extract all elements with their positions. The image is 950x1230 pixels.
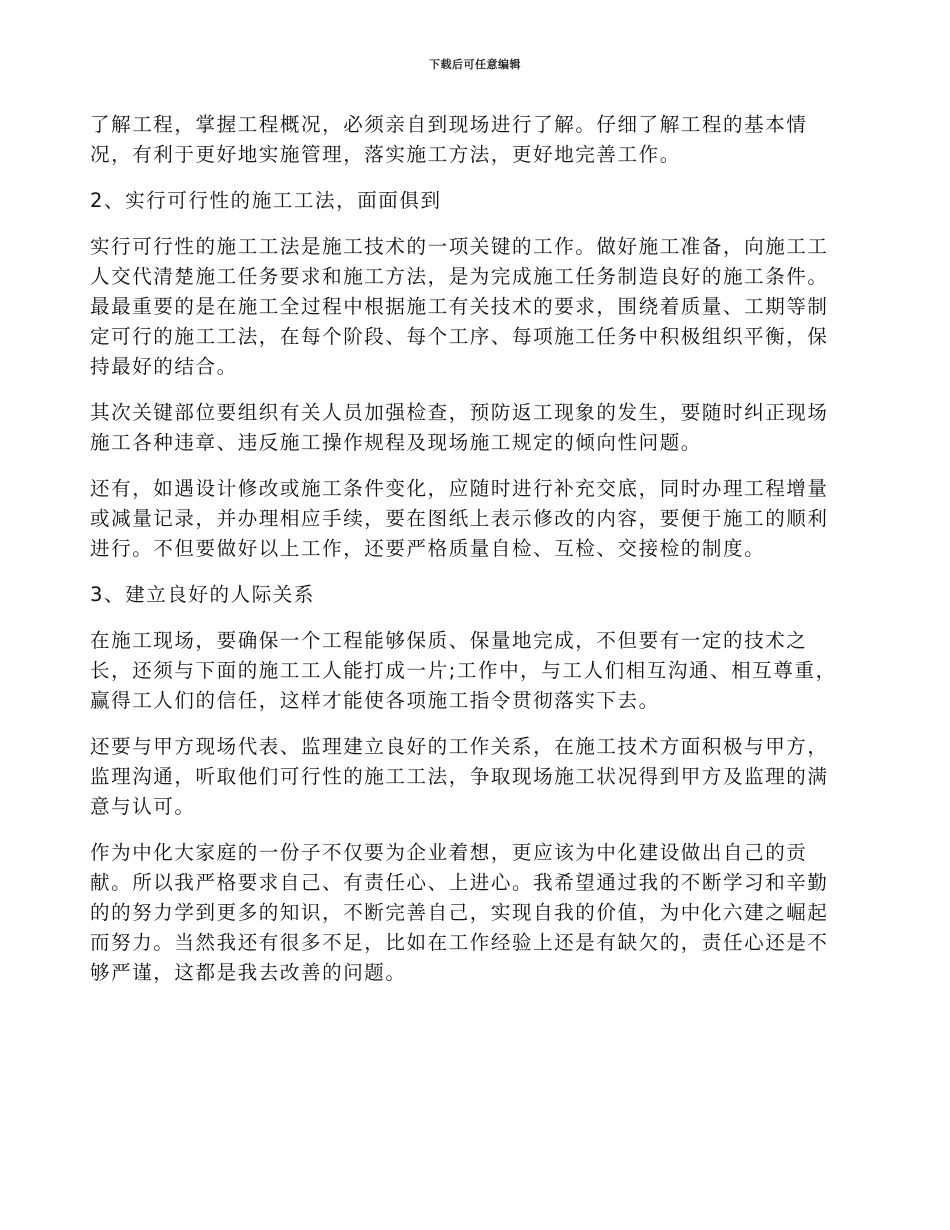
document-body: [90, 110, 870, 1004]
text-line: 持最好的结合。: [90, 355, 238, 378]
text-line: 人交代清楚施工任务要求和施工方法，是为完成施工任务制造良好的施工条件。: [90, 265, 829, 288]
paragraph: [90, 232, 870, 382]
text-line: 赢得工人们的信任，这样才能使各项施工指令贯彻落实下去。: [90, 689, 660, 712]
text-line: 况，有利于更好地实施管理，落实施工方法，更好地完善工作。: [90, 143, 681, 166]
text-line: 而努力。当然我还有很多不足，比如在工作经验上还是有缺欠的，责任心还是不: [90, 931, 829, 954]
paragraph: [90, 110, 870, 170]
text-line: 还要与甲方现场代表、监理建立良好的工作关系，在施工技术方面积极与甲方，: [90, 735, 829, 758]
text-line: 长，还须与下面的施工工人能打成一片;工作中，与工人们相互沟通、相互尊重，: [90, 659, 837, 682]
text-line: 实行可行性的施工工法是施工技术的一项关键的工作。做好施工准备，向施工工: [90, 235, 829, 258]
text-line: 在施工现场，要确保一个工程能够保质、保量地完成，不但要有一定的技术之: [90, 629, 808, 652]
text-line: 监理沟通，听取他们可行性的施工工法，争取现场施工状况得到甲方及监理的满: [90, 765, 829, 788]
text-line: 施工各种违章、违反施工操作规程及现场施工规定的倾向性问题。: [90, 431, 702, 454]
section-heading: [90, 186, 870, 216]
paragraph: [90, 626, 870, 716]
text-line: 献。所以我严格要求自己、有责任心、上进心。我希望通过我的不断学习和辛勤: [90, 871, 829, 894]
text-line: 还有，如遇设计修改或施工条件变化，应随时进行补充交底，同时办理工程增量: [90, 477, 829, 500]
text-line: 进行。不但要做好以上工作，还要严格质量自检、互检、交接检的制度。: [90, 537, 766, 560]
text-line: 最最重要的是在施工全过程中根据施工有关技术的要求，围绕着质量、工期等制: [90, 295, 829, 318]
page-header: 下载后可任意编辑: [429, 58, 521, 71]
text-line: 的的努力学到更多的知识，不断完善自己，实现自我的价值，为中化六建之崛起: [90, 901, 829, 924]
text-line: 2、实行可行性的施工工法，面面俱到: [90, 189, 442, 212]
text-line: 定可行的施工工法，在每个阶段、每个工序、每项施工任务中积极组织平衡，保: [90, 325, 829, 348]
paragraph: [90, 732, 870, 822]
paragraph: [90, 838, 870, 988]
text-line: 够严谨，这都是我去改善的问题。: [90, 961, 407, 984]
text-line: 其次关键部位要组织有关人员加强检查，预防返工现象的发生，要随时纠正现场: [90, 401, 829, 424]
text-line: 了解工程，掌握工程概况，必须亲自到现场进行了解。仔细了解工程的基本情: [90, 113, 808, 136]
section-heading: [90, 580, 870, 610]
text-line: 作为中化大家庭的一份子不仅要为企业着想，更应该为中化建设做出自己的贡: [90, 841, 808, 864]
text-line: 3、建立良好的人际关系: [90, 583, 316, 606]
text-line: 或减量记录，并办理相应手续，要在图纸上表示修改的内容，要便于施工的顺利: [90, 507, 829, 530]
paragraph: [90, 398, 870, 458]
paragraph: [90, 474, 870, 564]
text-line: 意与认可。: [90, 795, 196, 818]
